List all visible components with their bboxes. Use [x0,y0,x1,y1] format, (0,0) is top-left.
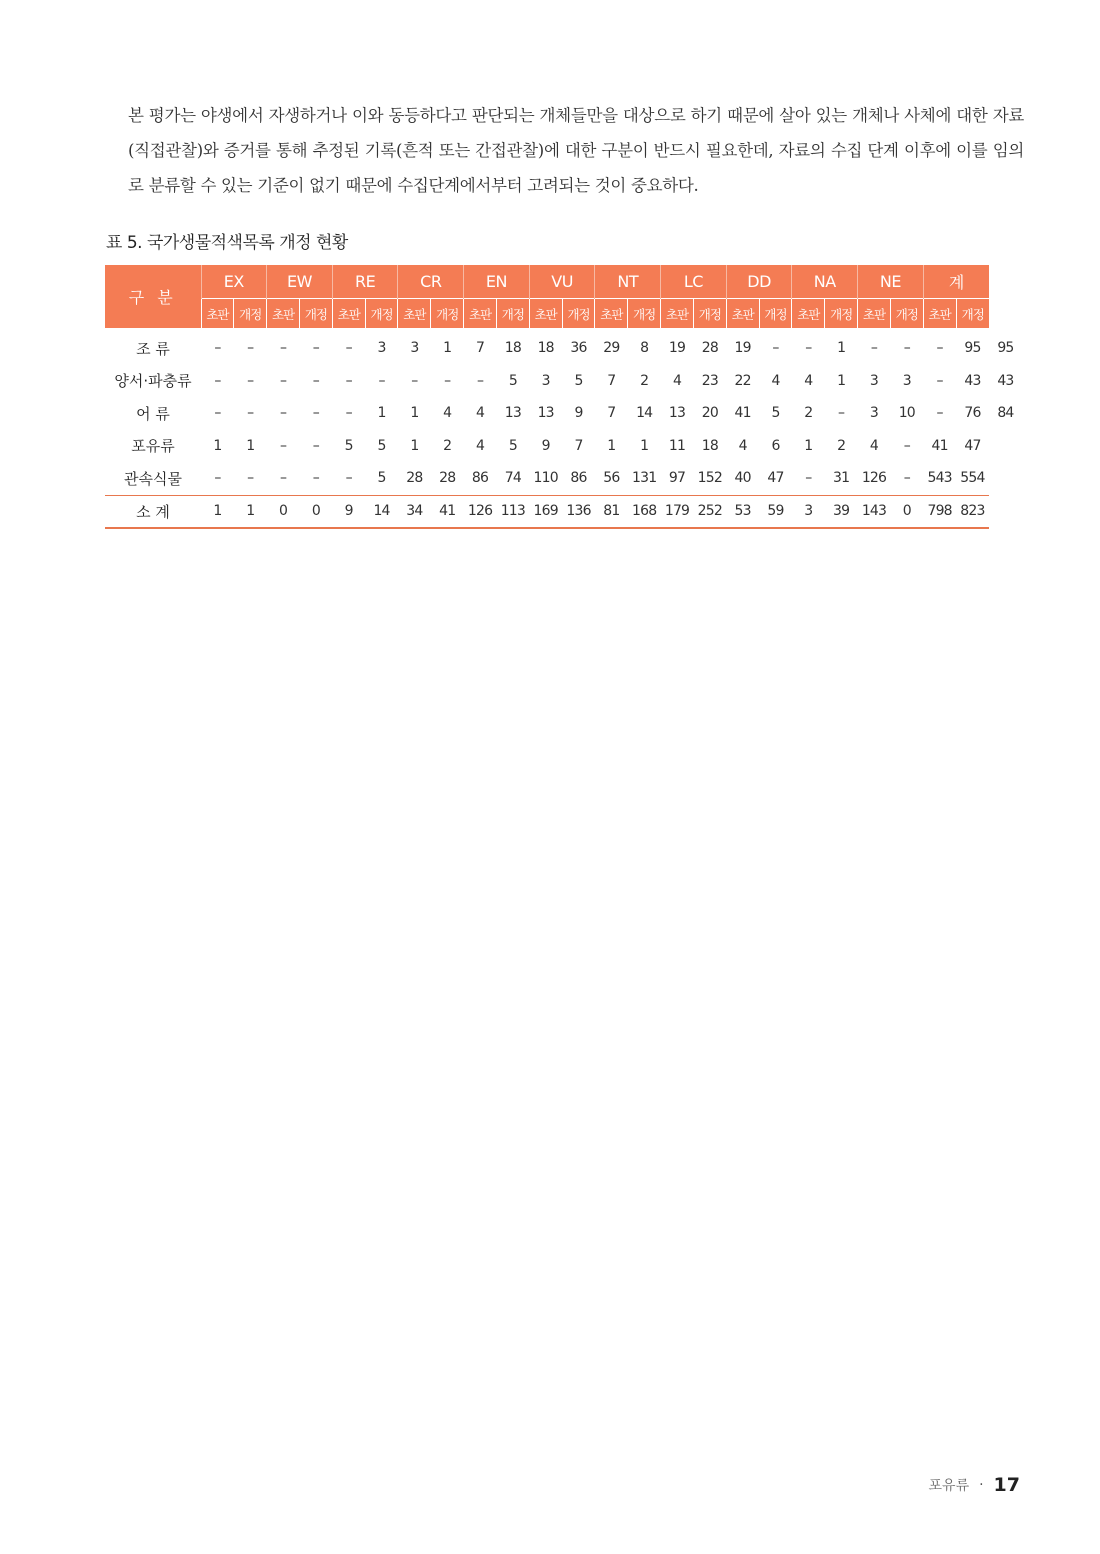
table-cell: – [476,372,484,389]
table-cell: 3 [902,372,911,389]
table-cell: 113 [496,495,529,528]
table-cell: – [247,470,254,487]
table-cell: 7 [607,405,616,422]
table-cell: 86 [570,470,587,487]
table-cell: – [279,340,287,357]
table-cell: 14 [636,405,653,422]
table-cell: 18 [537,340,554,357]
subheader-first-edition: 초판 [267,299,300,329]
subheader-first-edition: 초판 [201,299,234,329]
table-cell: 20 [701,405,718,422]
table-cell: 28 [701,340,718,357]
table-cell: 47 [964,437,981,454]
table-cell: 39 [825,495,858,528]
table-cell: 7 [607,372,616,389]
table-cell: – [214,470,221,487]
table-cell: 5 [377,470,386,487]
table-cell: 5 [377,437,386,454]
table-cell: 11 [668,437,686,454]
table-cell: – [312,372,319,389]
subheader-first-edition: 초판 [858,299,891,329]
table-cell: 14 [365,495,398,528]
table-cell: 7 [574,437,583,454]
category-header: LC [661,265,727,299]
subheader-first-edition: 초판 [726,299,759,329]
table-cell: 56 [603,470,620,487]
table-cell: 4 [475,405,485,422]
table-cell: 168 [628,495,661,528]
row-label: 관속식물 [124,469,182,488]
table-cell: 4 [738,437,747,454]
subheader-first-edition: 초판 [398,299,431,329]
table-cell: – [805,340,812,357]
table-cell: 4 [443,405,452,422]
category-header: RE [332,265,398,299]
table-cell: 0 [267,495,300,528]
table-cell: 1 [837,340,846,357]
table-cell: 10 [898,405,915,422]
subheader-revised: 개정 [299,299,332,329]
table-cell: 28 [406,470,423,487]
table-cell: 84 [997,405,1014,422]
table-cell: – [838,405,845,422]
table-cell: – [214,372,221,389]
table-cell: – [936,340,943,357]
subheader-revised: 개정 [693,299,726,329]
table-cell: 1 [234,495,267,528]
table-cell: – [312,340,319,357]
table-cell: 31 [833,470,850,487]
table-cell: 798 [923,495,956,528]
table-cell: 1 [607,437,616,454]
footer-separator: · [979,1477,984,1493]
table-cell: 40 [734,470,751,487]
table-cell: 5 [771,405,780,422]
total-row [105,495,1022,528]
table-cell: 23 [701,372,718,389]
table-cell: 19 [734,340,751,357]
category-header: EN [464,265,530,299]
table-cell: – [312,470,319,487]
table-cell: 19 [668,340,686,357]
category-header: CR [398,265,464,299]
subheader-revised: 개정 [628,299,661,329]
table-body [105,328,1022,528]
table-cell: 1 [443,340,452,357]
table-cell: 1 [410,405,419,422]
table-cell: 43 [997,372,1014,389]
subheader-first-edition: 초판 [332,299,365,329]
category-header: 계 [923,265,989,299]
table-cell: 3 [869,405,879,422]
table-cell: 179 [661,495,694,528]
table-cell: 18 [504,340,521,357]
table-cell: – [936,405,943,422]
table-cell: 143 [858,495,891,528]
table-cell: 2 [837,437,846,454]
table-cell: – [805,470,812,487]
table-cell: 76 [964,405,981,422]
table-cell: 110 [533,470,558,487]
table-cell: – [247,405,254,422]
table-row [105,328,1022,365]
subheader-row [105,299,1022,329]
table-cell: – [444,372,451,389]
table-cell: – [279,470,287,487]
table-title: 표 5. 국가생물적색목록 개정 현황 [106,233,348,253]
subheader-revised: 개정 [365,299,398,329]
table-cell: 36 [570,340,587,357]
table-cell: 131 [632,470,657,487]
table-row [105,430,1022,463]
table-cell: 43 [964,372,981,389]
table-cell: 9 [332,495,365,528]
row-label: 소 계 [105,495,201,528]
table-cell: 41 [734,405,751,422]
table-cell: 252 [693,495,726,528]
table-cell: 13 [504,405,521,422]
table-row [105,365,1022,398]
category-header: VU [529,265,595,299]
table-cell: – [903,437,910,454]
table-cell: 18 [701,437,718,454]
table-cell: 74 [504,470,521,487]
table-cell: 4 [672,372,682,389]
table-cell: 47 [767,470,784,487]
table-row [105,397,1022,430]
table-cell: 823 [956,495,989,528]
table-row [105,462,1022,495]
table-cell: 95 [997,340,1014,357]
subheader-first-edition: 초판 [923,299,956,329]
table-cell: – [279,437,287,454]
table-cell: 8 [640,340,649,357]
table-cell: 136 [562,495,595,528]
table-cell: 97 [668,470,686,487]
subheader-first-edition: 초판 [464,299,497,329]
table-cell: – [312,405,319,422]
table-cell: 4 [475,437,485,454]
table-cell: 0 [890,495,923,528]
table-cell: 4 [771,372,780,389]
table-cell: 1 [410,437,419,454]
table-cell: 4 [869,437,879,454]
table-cell: – [936,372,943,389]
table-cell: – [247,372,254,389]
category-header: NE [858,265,924,299]
table-cell: 41 [931,437,948,454]
category-header: DD [726,265,792,299]
page-footer [929,1474,1020,1496]
label-column-header: 구 분 [105,265,201,328]
table-cell: 9 [574,405,583,422]
table-cell: 3 [377,340,386,357]
table-cell: – [411,372,418,389]
subheader-first-edition: 초판 [661,299,694,329]
table-cell: 1 [640,437,649,454]
subheader-revised: 개정 [431,299,464,329]
subheader-revised: 개정 [825,299,858,329]
table-cell: – [870,340,878,357]
table-cell: – [279,405,287,422]
table-cell: 5 [574,372,583,389]
table-cell: 1 [377,405,386,422]
subheader-first-edition: 초판 [792,299,825,329]
table-cell: 126 [861,470,887,487]
table-cell: 95 [964,340,981,357]
row-label: 양서·파충류 [114,372,192,391]
table-cell: 9 [541,437,550,454]
footer-section-name: 포유류 [928,1478,970,1494]
table-cell: 3 [869,372,879,389]
table-cell: – [903,340,910,357]
table-cell: – [345,470,352,487]
subheader-first-edition: 초판 [529,299,562,329]
table-cell: 5 [344,437,353,454]
table-cell: – [214,405,221,422]
table-cell: 3 [410,340,419,357]
table-cell: – [312,437,319,454]
table-cell: 6 [771,437,780,454]
table-cell: 5 [508,437,517,454]
table-cell: 7 [475,340,485,357]
category-header: EW [267,265,333,299]
category-header: NA [792,265,858,299]
table-cell: 3 [792,495,825,528]
table-cell: 34 [398,495,431,528]
table-cell: – [345,372,352,389]
subheader-revised: 개정 [759,299,792,329]
subheader-revised: 개정 [890,299,923,329]
subheader-revised: 개정 [956,299,989,329]
row-label: 포유류 [131,437,175,456]
table-cell: 86 [471,470,489,487]
category-header: EX [201,265,267,299]
row-label: 조 류 [136,339,170,358]
table-cell: 13 [537,405,554,422]
subheader-revised: 개정 [496,299,529,329]
table-cell: – [345,340,352,357]
table-cell: 152 [697,470,722,487]
table-cell: 169 [529,495,562,528]
table-cell: 126 [464,495,497,528]
category-header: NT [595,265,661,299]
table-cell: 29 [603,340,620,357]
table-cell: 41 [431,495,464,528]
table-cell: 1 [804,437,813,454]
page-number: 17 [993,1474,1020,1496]
table-cell: 1 [201,495,234,528]
table-cell: – [247,340,254,357]
table-cell: 543 [927,470,952,487]
table-cell: 1 [837,372,846,389]
subheader-revised: 개정 [234,299,267,329]
redlist-revision-table [105,265,1022,529]
table-cell: – [214,340,221,357]
table-cell: 2 [640,372,649,389]
table-cell: 81 [595,495,628,528]
table-cell: 1 [213,437,222,454]
table-cell: 22 [734,372,751,389]
subheader-revised: 개정 [562,299,595,329]
table-cell: – [772,340,779,357]
body-paragraph: 본 평가는 야생에서 자생하거나 이와 동등하다고 판단되는 개체들만을 대상으로 하기 때문에 살아 있는 개체나 사체에 대한 자료(직접관찰)와 증거를 통해 추정된 기록(흔적 또는 간접관찰)에 대한 구분이 반드시 필요한데, 자료의 수집 단계 이후에 이를 임의로 분류할 수 있는 기준이 없기 때문에 수집단계에서부터 고려되는 것이 중요하다. [128,106,1024,195]
table-cell: – [378,372,385,389]
table-cell: 28 [439,470,456,487]
table-cell: 59 [759,495,792,528]
table-cell: 1 [246,437,255,454]
table-cell: 4 [804,372,813,389]
table-cell: 3 [541,372,550,389]
table-cell: 2 [804,405,813,422]
table-cell: 5 [508,372,517,389]
table-cell: – [903,470,910,487]
table-cell: 2 [443,437,452,454]
table-cell: 554 [960,470,985,487]
table-cell: 0 [299,495,332,528]
row-label: 어 류 [136,404,170,423]
table-cell: – [345,405,352,422]
table-cell: 53 [726,495,759,528]
subheader-first-edition: 초판 [595,299,628,329]
table-cell: 13 [668,405,686,422]
category-header-row [105,265,1022,299]
table-cell: – [279,372,287,389]
